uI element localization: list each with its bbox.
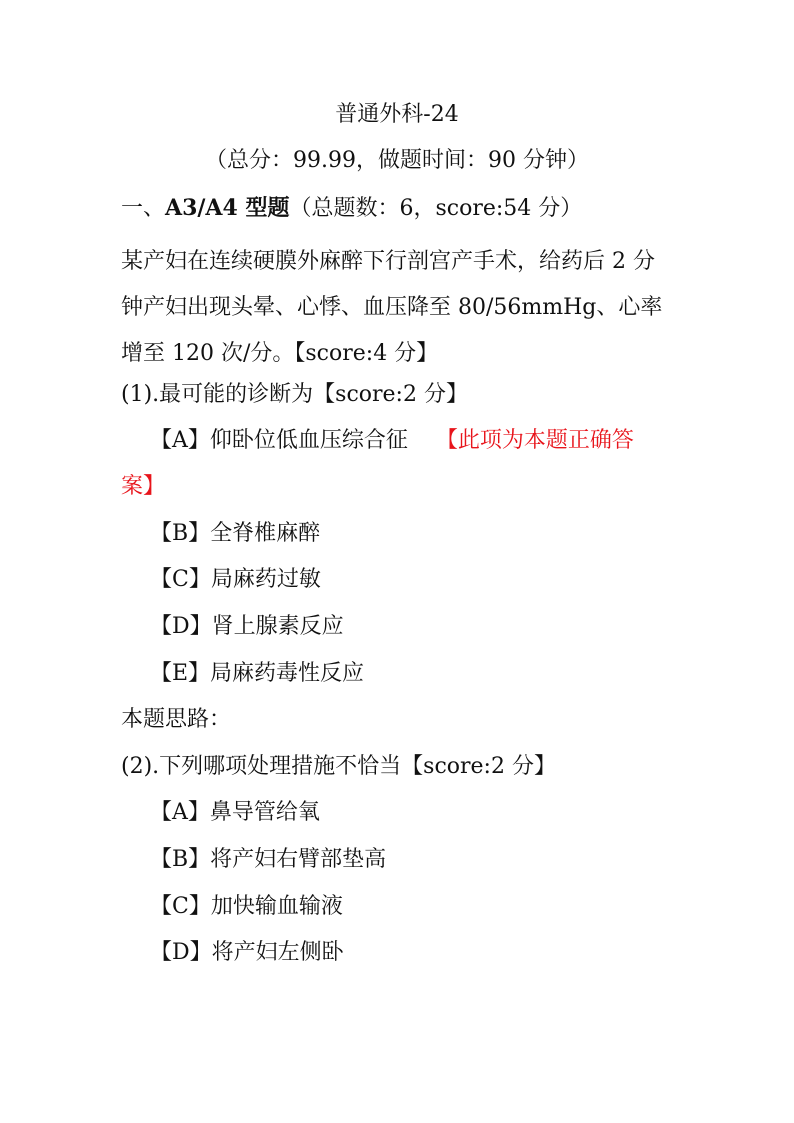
question-1-idea-label: 本题思路： — [121, 707, 232, 732]
question-2-option-c[interactable]: 【C】加快输血输液 — [150, 894, 343, 919]
section-name: A3/A4 型题 — [165, 195, 290, 221]
question-1-option-d[interactable]: 【D】肾上腺素反应 — [150, 614, 344, 639]
section-prefix: 一、 — [121, 196, 166, 221]
question-1-option-e[interactable]: 【E】局麻药毒性反应 — [150, 661, 365, 686]
page-title: 普通外科-24 — [335, 102, 459, 127]
question-2-option-b[interactable]: 【B】将产妇右臂部垫高 — [150, 847, 387, 872]
correct-answer-mark: 【此项为本题正确答 — [435, 428, 634, 453]
question-2-text: (2).下列哪项处理措施不恰当【score:2 分】 — [121, 754, 556, 779]
question-1-option-a[interactable] — [150, 426, 634, 456]
question-1-option-c[interactable]: 【C】局麻药过敏 — [150, 567, 321, 592]
question-2-option-a[interactable]: 【A】鼻导管给氧 — [150, 800, 320, 825]
question-stem: 某产妇在连续硬膜外麻醉下行剖宫产手术，给药后 2 分钟产妇出现头晕、心悸、血压降至 80/56mmHg、心率增至 120 次/分。【score:4 分】 — [121, 249, 663, 366]
exam-info: （总分：99.99，做题时间：90 分钟） — [205, 148, 589, 173]
option-label: 【A】仰卧位低血压综合征 — [150, 428, 408, 453]
section-info: （总题数：6，score:54 分） — [289, 196, 583, 221]
question-1-option-b[interactable]: 【B】全脊椎麻醉 — [150, 521, 321, 546]
question-2-option-d[interactable]: 【D】将产妇左侧卧 — [150, 940, 344, 965]
section-heading — [121, 193, 582, 224]
question-1-text: (1).最可能的诊断为【score:2 分】 — [121, 382, 468, 407]
correct-answer-mark-continued: 案】 — [121, 474, 166, 499]
